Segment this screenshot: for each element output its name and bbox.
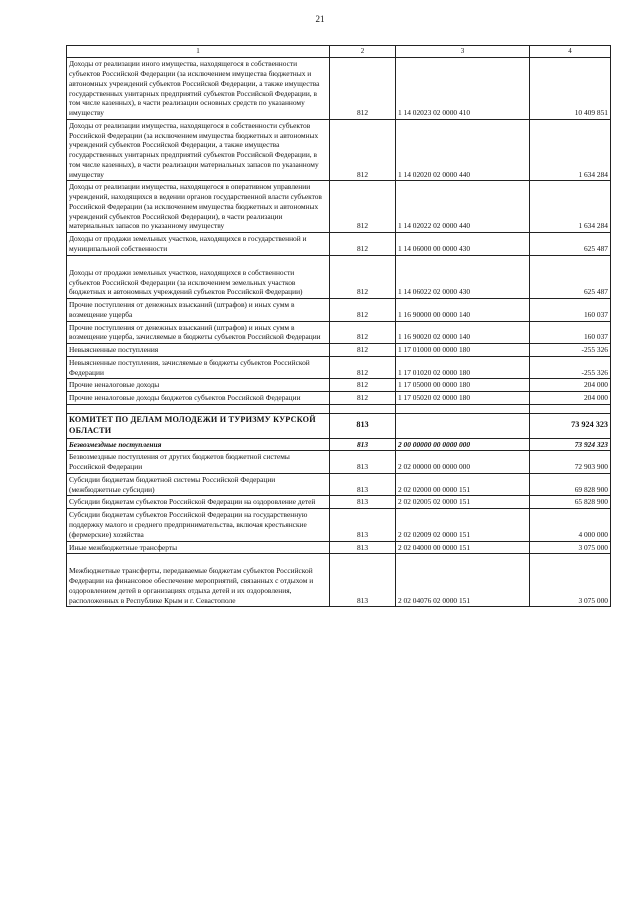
row-budget-classification-code: 1 17 05020 02 0000 180 (396, 392, 530, 405)
table-row (67, 321, 611, 344)
row-admin-code: 812 (330, 58, 396, 120)
row-amount: 10 409 851 (530, 58, 611, 120)
row-admin-code: 813 (330, 473, 396, 496)
row-amount: 160 037 (530, 321, 611, 344)
row-budget-classification-code: 2 02 02000 00 0000 151 (396, 473, 530, 496)
column-header: 2 (330, 46, 396, 58)
row-budget-classification-code: 2 00 00000 00 0000 000 (396, 438, 530, 451)
page-number: 21 (315, 14, 325, 24)
row-amount: 73 924 323 (530, 413, 611, 438)
row-description: КОМИТЕТ ПО ДЕЛАМ МОЛОДЕЖИ И ТУРИЗМУ КУРСКОЙ ОБЛАСТИ (67, 413, 330, 438)
row-amount: 625 487 (530, 233, 611, 256)
row-admin-code: 812 (330, 119, 396, 181)
row-admin-code: 812 (330, 356, 396, 379)
row-admin-code: 812 (330, 299, 396, 322)
row-description: Безвозмездные поступления от других бюджетов бюджетной системы Российской Федерации (67, 451, 330, 474)
table-row (67, 344, 611, 357)
row-admin-code: 812 (330, 181, 396, 233)
row-description: Прочие поступления от денежных взысканий (штрафов) и иных сумм в возмещение ущерба (67, 299, 330, 322)
row-description: Невыясненные поступления (67, 344, 330, 357)
row-budget-classification-code: 2 02 04076 02 0000 151 (396, 554, 530, 607)
table-row (67, 509, 611, 541)
row-admin-code: 812 (330, 321, 396, 344)
spacer-cell (530, 404, 611, 413)
row-description: Безвозмездные поступления (67, 438, 330, 451)
row-amount: 4 000 000 (530, 509, 611, 541)
row-admin-code: 812 (330, 344, 396, 357)
row-admin-code: 812 (330, 233, 396, 256)
row-description: Межбюджетные трансферты, передаваемые бюджетам субъектов Российской Федерации на финансовое обеспечение мероприятий, связанных с отдыхом и оздоровлением детей в организациях отдыха детей и их оздоровления, расположенных в Республике Крым и г. Севастополе (67, 554, 330, 607)
column-header: 3 (396, 46, 530, 58)
row-amount: 160 037 (530, 299, 611, 322)
row-admin-code: 813 (330, 496, 396, 509)
row-amount: 625 487 (530, 255, 611, 298)
row-budget-classification-code: 2 02 00000 00 0000 000 (396, 451, 530, 474)
table-row (67, 451, 611, 474)
row-budget-classification-code: 1 14 06000 00 0000 430 (396, 233, 530, 256)
spacer-cell (330, 404, 396, 413)
row-description: Доходы от реализации иного имущества, находящегося в собственности субъектов Российской Федерации (за исключением имущества бюджетных и автономных учреждений субъектов Российской Федерации, а также имущества государственных унитарных предприятий субъектов Российской Федерации, в том числе казенных), в части реализации основных средств по указанному имуществу (67, 58, 330, 120)
row-description: Иные межбюджетные трансферты (67, 541, 330, 554)
table-row (67, 379, 611, 392)
row-admin-code: 812 (330, 392, 396, 405)
table-row (67, 299, 611, 322)
row-admin-code: 812 (330, 255, 396, 298)
row-description: Субсидии бюджетам субъектов Российской Федерации на государственную поддержку малого и среднего предпринимательства, включая крестьянские (фермерские) хозяйства (67, 509, 330, 541)
subsection-row (67, 438, 611, 451)
row-description: Субсидии бюджетам субъектов Российской Федерации на оздоровление детей (67, 496, 330, 509)
row-description: Доходы от реализации имущества, находящегося в оперативном управлении учреждений, находящихся в ведении органов государственной власти субъектов Российской Федерации (за исключением имущества бюджетных и автономных учреждений субъектов Российской Федерации), в части реализации материальных запасов по указанному имуществу (67, 181, 330, 233)
table-row (67, 392, 611, 405)
row-admin-code: 813 (330, 554, 396, 607)
row-budget-classification-code: 2 02 02005 02 0000 151 (396, 496, 530, 509)
row-budget-classification-code (396, 413, 530, 438)
row-description: Прочие неналоговые доходы бюджетов субъектов Российской Федерации (67, 392, 330, 405)
row-description: Невыясненные поступления, зачисляемые в бюджеты субъектов Российской Федерации (67, 356, 330, 379)
row-admin-code: 813 (330, 438, 396, 451)
column-header: 1 (67, 46, 330, 58)
table-row (67, 181, 611, 233)
section-row (67, 413, 611, 438)
table-row (67, 541, 611, 554)
row-budget-classification-code: 2 02 04000 00 0000 151 (396, 541, 530, 554)
row-budget-classification-code: 1 14 02022 02 0000 440 (396, 181, 530, 233)
row-description: Субсидии бюджетам бюджетной системы Российской Федерации (межбюджетные субсидии) (67, 473, 330, 496)
row-description: Прочие неналоговые доходы (67, 379, 330, 392)
row-budget-classification-code: 2 02 02009 02 0000 151 (396, 509, 530, 541)
row-budget-classification-code: 1 17 05000 00 0000 180 (396, 379, 530, 392)
row-admin-code: 813 (330, 509, 396, 541)
row-amount: 204 000 (530, 392, 611, 405)
row-amount: 1 634 284 (530, 119, 611, 181)
spacer-cell (396, 404, 530, 413)
table-row (67, 233, 611, 256)
row-amount: 69 828 900 (530, 473, 611, 496)
table-row (67, 119, 611, 181)
row-amount: 1 634 284 (530, 181, 611, 233)
spacer-row (67, 404, 611, 413)
column-header: 4 (530, 46, 611, 58)
budget-table (66, 45, 611, 607)
row-admin-code: 812 (330, 379, 396, 392)
row-description: Доходы от продажи земельных участков, находящихся в государственной и муниципальной собственности (67, 233, 330, 256)
row-description: Доходы от продажи земельных участков, находящихся в собственности субъектов Российской Федерации (за исключением земельных участков бюджетных и автономных учреждений субъектов Российской Федерации) (67, 255, 330, 298)
table-row (67, 255, 611, 298)
table-row (67, 473, 611, 496)
row-budget-classification-code: 1 17 01000 00 0000 180 (396, 344, 530, 357)
row-description: Доходы от реализации имущества, находящегося в собственности субъектов Российской Федерации (за исключением имущества бюджетных и автономных учреждений субъектов Российской Федерации, а также имущества государственных унитарных предприятий субъектов Российской Федерации, в том числе казенных), в части реализации материальных запасов по указанному имуществу (67, 119, 330, 181)
row-budget-classification-code: 1 16 90000 00 0000 140 (396, 299, 530, 322)
row-budget-classification-code: 1 17 01020 02 0000 180 (396, 356, 530, 379)
table-row (67, 356, 611, 379)
row-budget-classification-code: 1 14 02023 02 0000 410 (396, 58, 530, 120)
row-budget-classification-code: 1 14 02020 02 0000 440 (396, 119, 530, 181)
row-admin-code: 813 (330, 541, 396, 554)
row-amount: 3 075 000 (530, 554, 611, 607)
row-description: Прочие поступления от денежных взысканий (штрафов) и иных сумм в возмещение ущерба, зачисляемые в бюджеты субъектов Российской Федерации (67, 321, 330, 344)
row-budget-classification-code: 1 16 90020 02 0000 140 (396, 321, 530, 344)
column-header-row (67, 46, 611, 58)
table-row (67, 496, 611, 509)
table-row (67, 554, 611, 607)
row-amount: -255 326 (530, 356, 611, 379)
row-amount: 73 924 323 (530, 438, 611, 451)
row-amount: -255 326 (530, 344, 611, 357)
row-budget-classification-code: 1 14 06022 02 0000 430 (396, 255, 530, 298)
row-amount: 204 000 (530, 379, 611, 392)
row-amount: 3 075 000 (530, 541, 611, 554)
spacer-cell (67, 404, 330, 413)
table-row (67, 58, 611, 120)
row-amount: 65 828 900 (530, 496, 611, 509)
row-admin-code: 813 (330, 451, 396, 474)
row-amount: 72 903 900 (530, 451, 611, 474)
row-admin-code: 813 (330, 413, 396, 438)
budget-table-body (67, 46, 611, 607)
